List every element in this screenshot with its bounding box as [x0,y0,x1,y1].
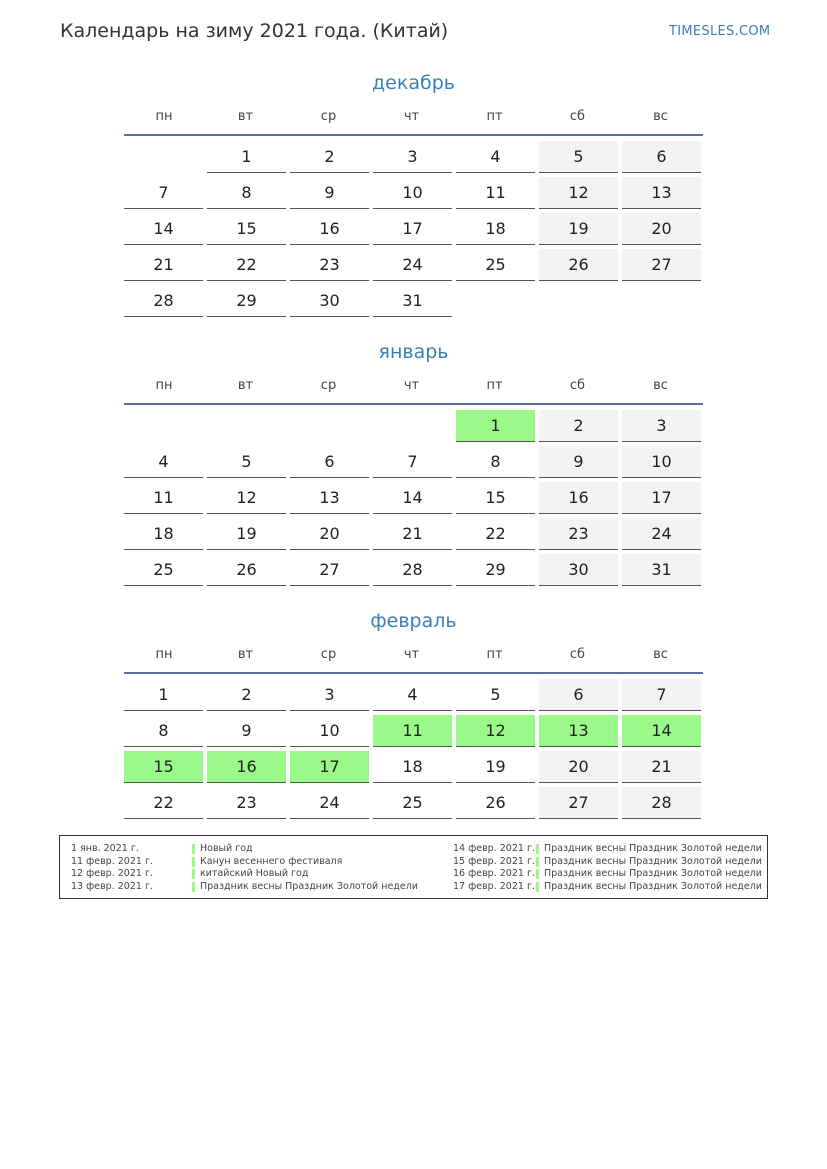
holiday-marker-icon [192,844,195,854]
legend-holiday-name: Праздник весны Праздник Золотой недели [544,855,762,867]
weekday-label: пн [155,109,173,124]
holiday-marker-icon [192,882,195,892]
day-cell: 21 [124,249,203,281]
day-cell: 9 [207,715,286,747]
weekday-label: ср [320,109,337,124]
holiday-marker-icon [192,869,195,879]
week-row [124,285,703,321]
day-cell: 24 [290,787,369,819]
weekday-header [124,377,703,405]
day-cell: 10 [290,715,369,747]
day-cell: 6 [539,679,618,711]
day-cell: 2 [290,141,369,173]
legend-date: 13 февр. 2021 г. [71,880,153,892]
weeks-grid [124,141,703,321]
day-cell [207,410,286,441]
weekday-label: ср [320,647,337,662]
day-cell [373,410,452,441]
day-cell: 14 [622,715,701,747]
week-row [124,141,703,177]
day-cell: 22 [207,249,286,281]
weekday-label: пт [486,647,503,662]
day-cell: 27 [622,249,701,281]
day-cell: 31 [373,285,452,317]
day-cell: 30 [290,285,369,317]
weekday-label: пн [155,378,173,393]
holiday-marker-icon [536,844,539,854]
day-cell: 16 [539,482,618,514]
day-cell [290,410,369,441]
day-cell: 18 [373,751,452,783]
weekday-label: вс [653,378,668,393]
day-cell: 18 [124,518,203,550]
day-cell: 23 [290,249,369,281]
legend-item [71,856,418,869]
day-cell [622,285,701,316]
legend-holiday-name: Праздник весны Праздник Золотой недели [200,880,418,892]
day-cell: 19 [207,518,286,550]
legend-date: 14 февр. 2021 г. [453,843,535,854]
week-row [124,518,703,554]
legend-date: 17 февр. 2021 г. [453,880,535,892]
day-cell: 2 [207,679,286,711]
legend-item [453,856,762,869]
day-cell: 25 [373,787,452,819]
day-cell: 26 [539,249,618,281]
day-cell: 8 [207,177,286,209]
weekday-label: пт [486,109,503,124]
day-cell: 13 [622,177,701,209]
legend-holiday-name: Праздник весны Праздник Золотой недели [544,843,762,854]
site-link[interactable]: TIMESLES.COM [669,24,771,39]
day-cell: 17 [290,751,369,783]
day-cell: 20 [622,213,701,245]
weeks-grid [124,410,703,590]
weekday-label: вс [653,109,668,124]
day-cell: 9 [539,446,618,478]
week-row [124,751,703,787]
legend-holiday-name: Канун весеннего фестиваля [200,855,343,867]
holiday-marker-icon [536,869,539,879]
weeks-grid [124,679,703,823]
legend-item [71,868,418,881]
week-row [124,446,703,482]
day-cell: 4 [124,446,203,478]
legend-holiday-name: китайский Новый год [200,868,309,879]
day-cell: 16 [290,213,369,245]
week-row [124,213,703,249]
week-row [124,249,703,285]
weekday-label: сб [569,109,586,124]
day-cell: 12 [539,177,618,209]
day-cell: 28 [124,285,203,317]
weekday-label: чт [403,109,420,124]
day-cell: 4 [373,679,452,711]
legend-date: 1 янв. 2021 г. [71,843,139,854]
weekday-label: пн [155,647,173,662]
legend-item [453,881,762,894]
day-cell: 12 [456,715,535,747]
day-cell: 10 [373,177,452,209]
week-row [124,410,703,446]
day-cell: 12 [207,482,286,514]
weekday-label: чт [403,647,420,662]
legend-holiday-name: Праздник весны Праздник Золотой недели [544,880,762,892]
day-cell: 1 [207,141,286,173]
day-cell: 8 [456,446,535,478]
day-cell: 25 [124,554,203,586]
day-cell: 13 [539,715,618,747]
day-cell: 22 [456,518,535,550]
day-cell: 19 [456,751,535,783]
day-cell [539,285,618,316]
day-cell: 6 [290,446,369,478]
day-cell: 15 [456,482,535,514]
day-cell: 5 [207,446,286,478]
day-cell: 14 [373,482,452,514]
month-calendar [124,68,703,321]
day-cell: 18 [456,213,535,245]
legend-holiday-name: Праздник весны Праздник Золотой недели [544,868,762,879]
weekday-label: вс [653,647,668,662]
weekday-label: пт [486,378,503,393]
day-cell: 17 [622,482,701,514]
month-name: декабрь [372,72,455,94]
legend-item [71,881,418,894]
month-calendar [124,337,703,590]
day-cell: 3 [290,679,369,711]
day-cell: 8 [124,715,203,747]
day-cell: 24 [622,518,701,550]
legend-date: 15 февр. 2021 г. [453,855,535,867]
day-cell: 20 [290,518,369,550]
day-cell: 15 [124,751,203,783]
day-cell: 19 [539,213,618,245]
day-cell: 10 [622,446,701,478]
day-cell: 23 [207,787,286,819]
day-cell [124,141,203,172]
weekday-label: сб [569,647,586,662]
legend-item [453,868,762,881]
week-row [124,482,703,518]
holiday-marker-icon [536,857,539,867]
weekday-label: сб [569,378,586,393]
day-cell: 15 [207,213,286,245]
day-cell: 1 [456,410,535,442]
day-cell: 11 [456,177,535,209]
day-cell: 29 [456,554,535,586]
day-cell: 31 [622,554,701,586]
day-cell: 22 [124,787,203,819]
day-cell: 1 [124,679,203,711]
day-cell [456,285,535,316]
day-cell: 26 [207,554,286,586]
day-cell: 7 [373,446,452,478]
legend-date: 16 февр. 2021 г. [453,868,535,879]
day-cell: 27 [539,787,618,819]
day-cell: 16 [207,751,286,783]
legend-holiday-name: Новый год [200,843,253,854]
day-cell: 11 [124,482,203,514]
day-cell: 3 [622,410,701,442]
day-cell: 20 [539,751,618,783]
legend-column-left [71,843,418,893]
day-cell: 3 [373,141,452,173]
day-cell: 17 [373,213,452,245]
week-row [124,787,703,823]
month-name: февраль [370,610,457,632]
legend-item [453,843,762,856]
weekday-label: вт [237,109,254,124]
day-cell: 5 [539,141,618,173]
day-cell: 5 [456,679,535,711]
week-row [124,554,703,590]
week-row [124,177,703,213]
day-cell: 26 [456,787,535,819]
day-cell: 4 [456,141,535,173]
day-cell: 24 [373,249,452,281]
legend-item [71,843,418,856]
weekday-header [124,646,703,674]
day-cell: 9 [290,177,369,209]
day-cell: 27 [290,554,369,586]
day-cell: 7 [622,679,701,711]
weekday-label: ср [320,378,337,393]
day-cell: 30 [539,554,618,586]
day-cell: 25 [456,249,535,281]
day-cell: 28 [622,787,701,819]
day-cell: 28 [373,554,452,586]
day-cell: 6 [622,141,701,173]
day-cell: 14 [124,213,203,245]
day-cell: 7 [124,177,203,209]
day-cell: 21 [373,518,452,550]
day-cell: 29 [207,285,286,317]
day-cell: 13 [290,482,369,514]
weekday-label: чт [403,378,420,393]
month-calendar [124,606,703,823]
holiday-marker-icon [192,857,195,867]
week-row [124,679,703,715]
day-cell: 23 [539,518,618,550]
weekday-label: вт [237,378,254,393]
legend-date: 12 февр. 2021 г. [71,868,153,879]
page-title: Календарь на зиму 2021 года. (Китай) [60,20,449,42]
legend-date: 11 февр. 2021 г. [71,855,153,867]
day-cell [124,410,203,441]
month-name: январь [378,341,449,363]
weekday-label: вт [237,647,254,662]
legend-column-right [453,843,762,893]
holiday-legend [59,835,768,899]
week-row [124,715,703,751]
holiday-marker-icon [536,882,539,892]
day-cell: 11 [373,715,452,747]
weekday-header [124,108,703,136]
day-cell: 21 [622,751,701,783]
day-cell: 2 [539,410,618,442]
